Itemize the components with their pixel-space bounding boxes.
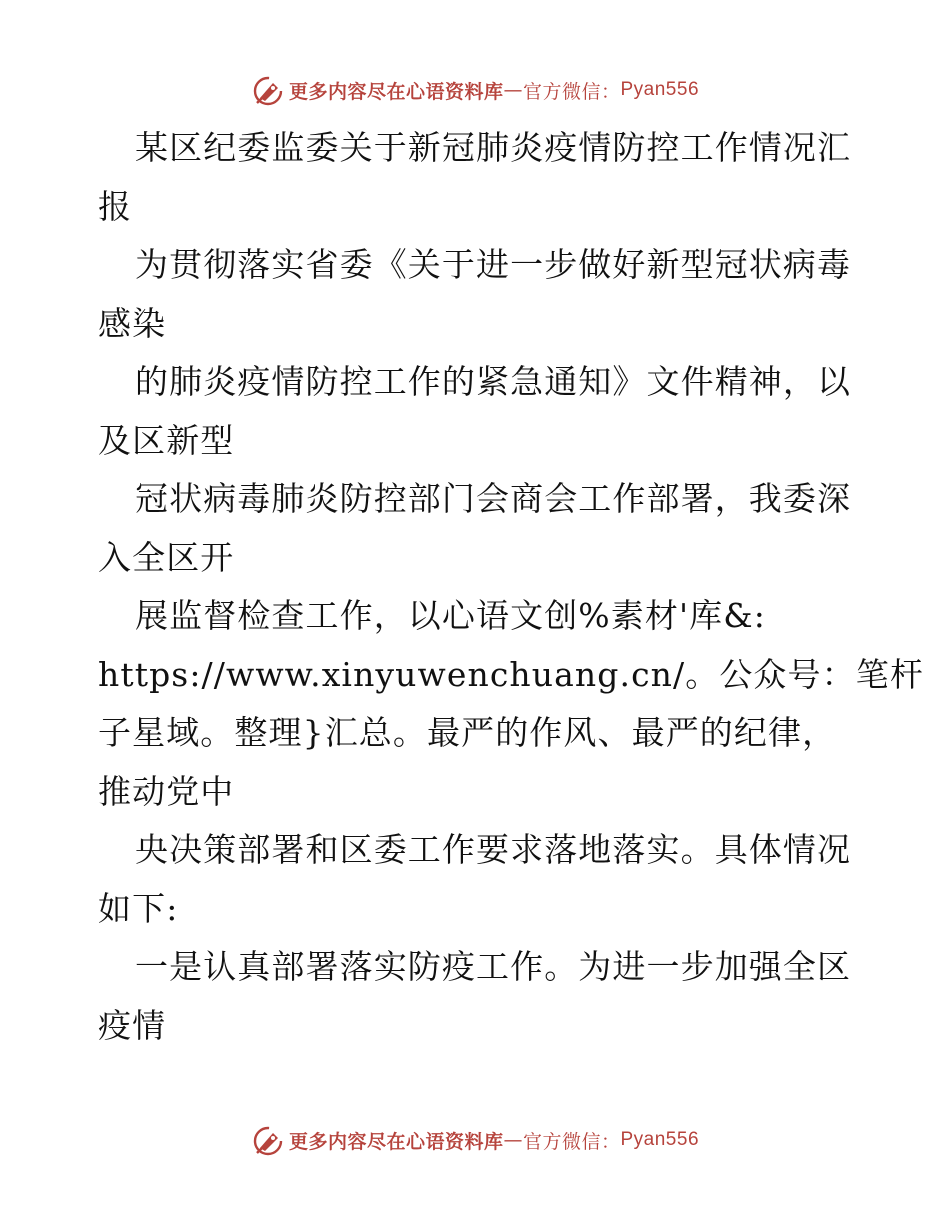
text-line: 某区纪委监委关于新冠肺炎疫情防控工作情况汇 [135, 128, 852, 167]
text-line: 及区新型 [98, 420, 235, 460]
text-line: 疫情 [98, 1005, 167, 1045]
pen-nib-logo-icon [251, 73, 285, 107]
text-line: 一是认真部署落实防疫工作。为进一步加强全区 [135, 947, 852, 986]
banner-wechat-id: Pyan556 [620, 79, 700, 100]
banner-wechat-label: 官方微信： [522, 80, 621, 103]
pen-nib-logo-icon [251, 1123, 285, 1157]
banner-wechat-id: Pyan556 [620, 1129, 700, 1150]
text-line: 冠状病毒肺炎防控部门会商会工作部署，我委深 [135, 479, 852, 518]
text-line: 推动党中 [98, 771, 235, 811]
text-line: 展监督检查工作，以心语文创%素材'库&: [135, 596, 766, 635]
text-line: 报 [98, 186, 133, 226]
text-line: https://www.xinyuwenchuang.cn/。公众号：笔杆 [98, 654, 924, 694]
banner-dash: — [503, 1129, 523, 1151]
banner-dash: — [503, 79, 523, 101]
text-line: 感染 [98, 303, 167, 343]
footer-banner [0, 1120, 950, 1160]
text-line: 子星域。整理}汇总。最严的作风、最严的纪律， [98, 713, 837, 752]
banner-wechat-label: 官方微信： [522, 1130, 621, 1153]
text-line: 如下: [98, 888, 179, 928]
document-body [98, 119, 924, 1055]
text-line: 央决策部署和区委工作要求落地落实。具体情况 [135, 830, 852, 869]
header-banner [0, 70, 950, 110]
banner-brand-text: 更多内容尽在心语资料库 [288, 1130, 504, 1153]
banner-brand-text: 更多内容尽在心语资料库 [288, 80, 504, 103]
text-line: 的肺炎疫情防控工作的紧急通知》文件精神，以 [135, 362, 852, 401]
text-line: 入全区开 [98, 537, 235, 577]
text-line: 为贯彻落实省委《关于进一步做好新型冠状病毒 [135, 245, 852, 284]
